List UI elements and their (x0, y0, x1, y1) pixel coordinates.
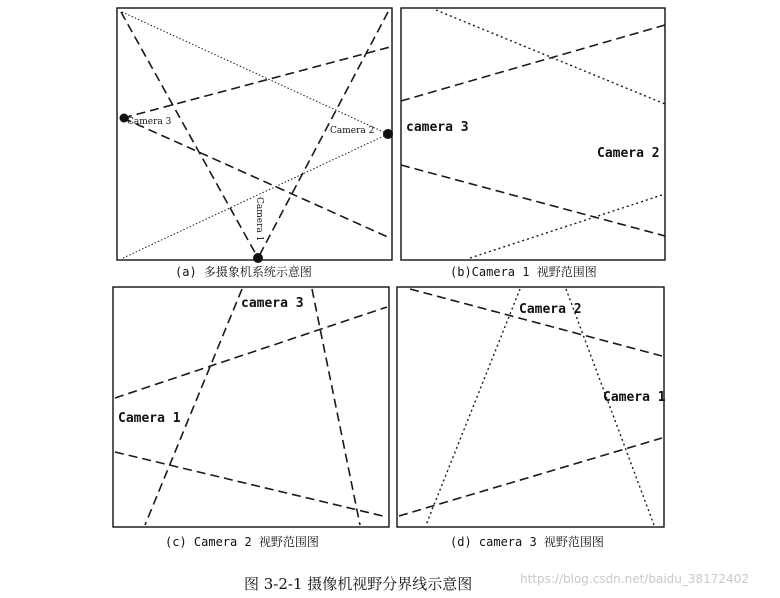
camera3-upper-boundary (123, 47, 390, 118)
camera1-marker (253, 253, 263, 263)
camera2-upper-boundary (410, 289, 662, 356)
panel-d-frame (397, 287, 664, 527)
camera3-lower-boundary (401, 165, 665, 236)
camera1-lower-boundary (115, 452, 387, 517)
panel-a-camera3-label: Camera 3 (127, 117, 172, 127)
panel-b (401, 8, 665, 279)
camera3-left-boundary (145, 289, 242, 525)
figure-title: 图 3-2-1 摄像机视野分界线示意图 (244, 575, 473, 593)
camera2-lower-boundary (399, 438, 662, 516)
camera2-lower-boundary (470, 194, 665, 258)
panel-b-caption: (b)Camera 1 视野范围图 (450, 265, 597, 279)
watermark: https://blog.csdn.net/baidu_38172402 (520, 572, 749, 586)
panel-c-frame (113, 287, 389, 527)
panel-a-camera1-label: Camera 1 (254, 197, 264, 242)
panel-d-camera1-label: Camera 1 (603, 390, 666, 405)
camera2-marker (383, 129, 393, 139)
camera1-left-boundary (121, 12, 258, 258)
camera2-upper-boundary (436, 10, 665, 104)
panel-d (397, 287, 666, 549)
panel-a (117, 8, 393, 279)
camera3-upper-boundary (401, 25, 665, 101)
panel-b-camera2-label: Camera 2 (597, 146, 660, 161)
camera1-right-boundary (566, 289, 654, 525)
panel-c-camera3-label: camera 3 (241, 296, 304, 311)
panel-c (113, 287, 389, 549)
panel-b-camera3-label: camera 3 (406, 120, 469, 135)
panel-c-camera1-label: Camera 1 (118, 411, 181, 426)
panel-a-caption: (a) 多摄象机系统示意图 (175, 265, 312, 279)
panel-a-camera2-label: Camera 2 (330, 126, 375, 136)
panel-d-caption: (d) camera 3 视野范围图 (450, 535, 604, 549)
camera1-left-boundary (426, 289, 520, 525)
camera1-upper-boundary (115, 307, 387, 398)
panel-c-caption: (c) Camera 2 视野范围图 (165, 535, 319, 549)
camera2-upper-boundary (122, 12, 388, 134)
panel-d-camera2-label: Camera 2 (519, 302, 582, 317)
